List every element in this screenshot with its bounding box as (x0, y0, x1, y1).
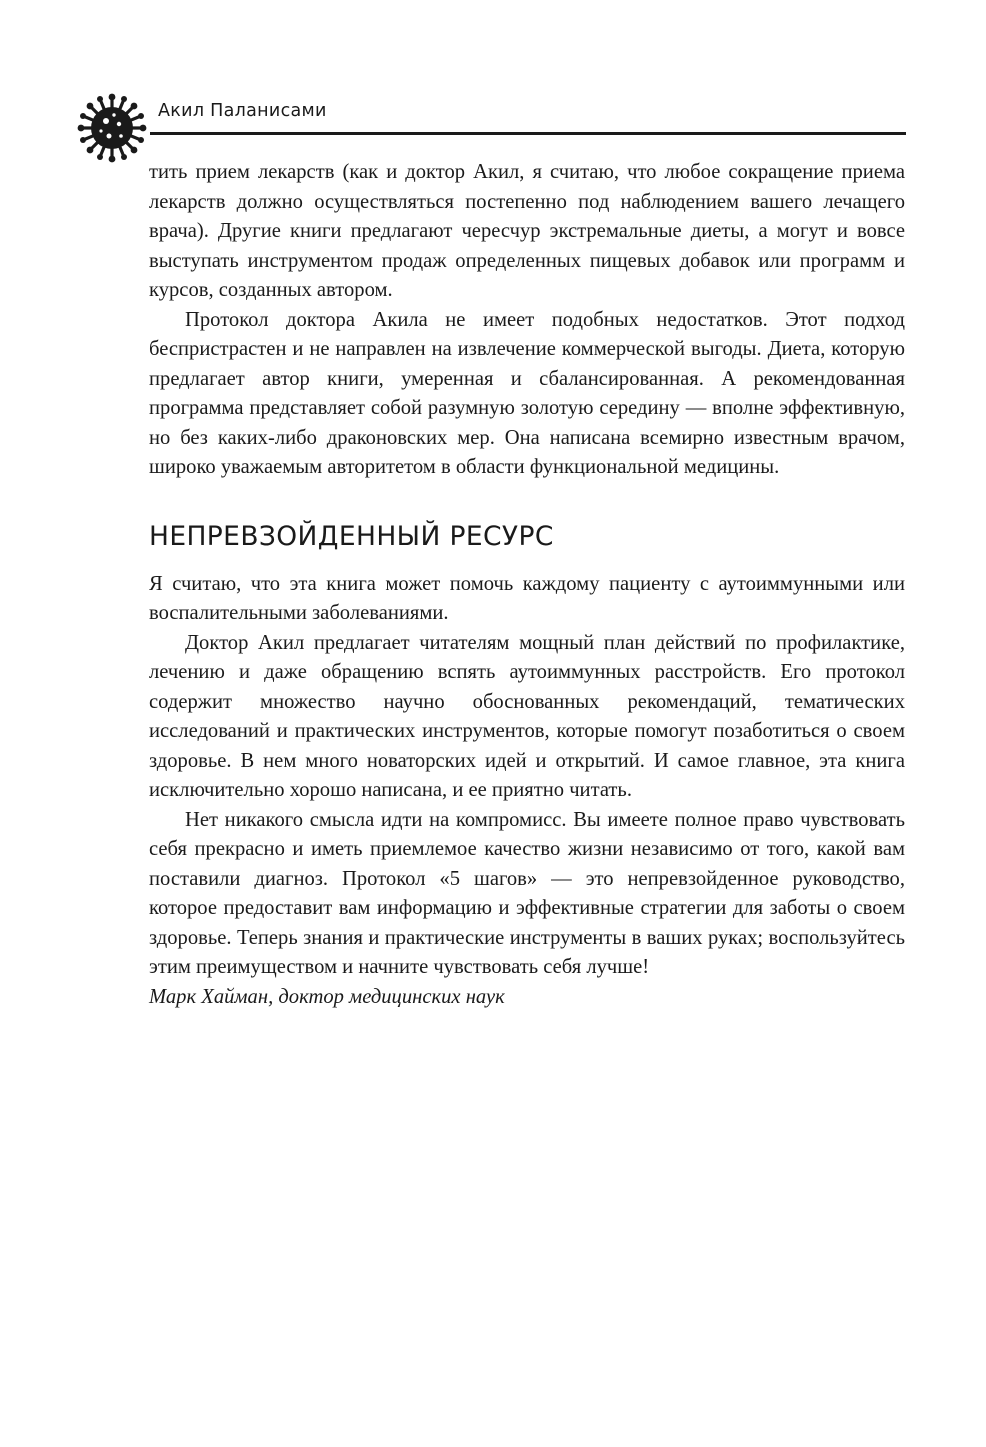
paragraph: Я считаю, что эта книга может помочь каждому пациенту с аутоиммунными или воспалительными заболеваниями. (149, 572, 905, 624)
paragraph: Протокол доктора Акила не имеет подобных недостатков. Этот подход беспристрастен и не направлен на извлечение коммерческой выгоды. Диета, которую предлагает автор книги, умеренная и сбалансированная. А рекомендованная программа представляет собой разумную золотую середину — вполне эффективную, но без каких-либо драконовских мер. Она написана всемирно известным врачом, широко уважаемым авторитетом в области функциональной медицины. (149, 308, 905, 478)
paragraph: Доктор Акил предлагает читателям мощный план действий по профилактике, лечению и даже обращению вспять аутоиммунных расстройств. Его протокол содержит множество научно обоснованных рекомендаций, тематических исследований и практических инструментов, которые помогут позаботиться о своем здоровье. В нем много новаторских идей и открытий. И самое главное, эта книга исключительно хорошо написана, и ее приятно читать. (149, 631, 905, 801)
signature: Марк Хайман, доктор медицинских наук (149, 985, 505, 1008)
virus-icon (76, 92, 148, 164)
section-heading: НЕПРЕВЗОЙДЕННЫЙ РЕСУРС (149, 520, 554, 552)
header-rule (150, 132, 906, 135)
page-body (149, 158, 905, 1012)
paragraph: тить прием лекарств (как и доктор Акил, я считаю, что любое сокращение приема лекарств должно осуществляться постепенно под наблюдением вашего лечащего врача). Другие книги предлагают чересчур экстремальные диеты, а могут и вовсе выступать инструментом продаж определенных пищевых добавок или программ и курсов, созданных автором. (149, 161, 905, 301)
paragraph: Нет никакого смысла идти на компромисс. Вы имеете полное право чувствовать себя прекрасно и иметь приемлемое качество жизни независимо от того, какой вам поставили диагноз. Протокол «5 шагов» — это непревзойденное руководство, которое предоставит вам информацию и эффективные стратегии для заботы о своем здоровье. Теперь знания и практические инструменты в ваших руках; воспользуйтесь этим преимуществом и начните чувствовать себя лучше! (149, 808, 905, 978)
running-header-author: Акил Паланисами (158, 101, 327, 121)
running-header (76, 92, 906, 164)
